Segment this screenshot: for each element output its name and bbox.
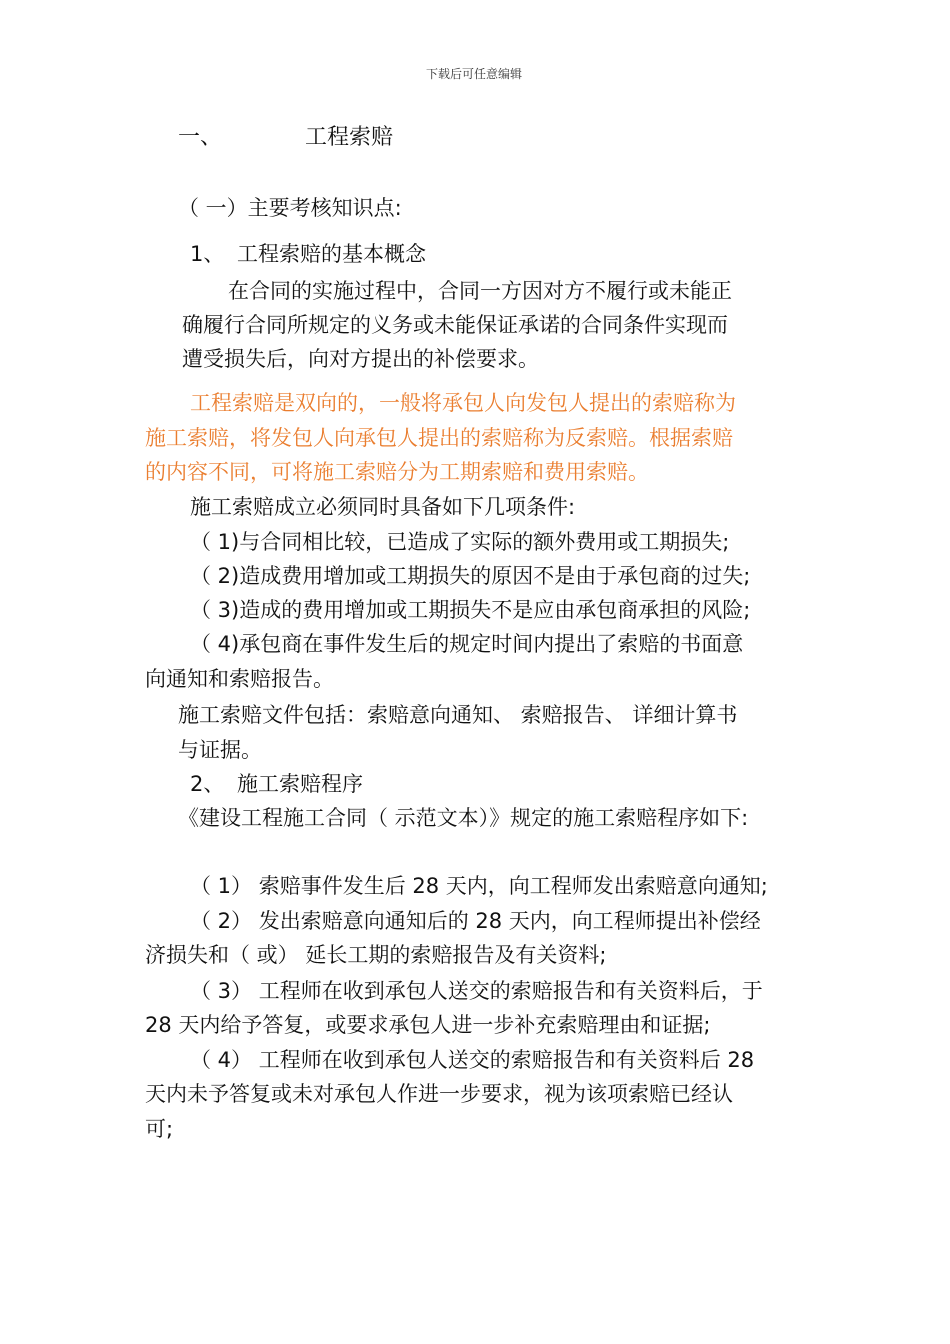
condition-line-1: （ 1)与合同相比较，已造成了实际的额外费用或工期损失; xyxy=(190,530,730,554)
procedure-line-4: （ 3） 工程师在收到承包人送交的索赔报告和有关资料后，于 xyxy=(190,979,763,1003)
point1-heading: 工程索赔的基本概念 xyxy=(237,242,426,266)
procedure-line-1: （ 1） 索赔事件发生后 28 天内，向工程师发出索赔意向通知; xyxy=(190,874,768,898)
subsection-title: （ 一）主要考核知识点: xyxy=(178,196,402,220)
point1-line-3: 遭受损失后，向对方提出的补偿要求。 xyxy=(182,347,539,371)
section-number: 一、 xyxy=(178,125,223,150)
point1-line-2: 确履行合同所规定的义务或未能保证承诺的合同条件实现而 xyxy=(182,313,728,337)
section-title: 工程索赔 xyxy=(305,125,394,150)
procedure-line-5: 28 天内给予答复，或要求承包人进一步补充索赔理由和证据; xyxy=(145,1013,711,1037)
condition-line-4: （ 4)承包商在事件发生后的规定时间内提出了索赔的书面意 xyxy=(190,632,744,656)
procedure-line-2: （ 2） 发出索赔意向通知后的 28 天内，向工程师提出补偿经 xyxy=(190,909,761,933)
highlight-line-2: 施工索赔，将发包人向承包人提出的索赔称为反索赔。根据索赔 xyxy=(145,426,733,450)
procedure-line-7: 天内未予答复或未对承包人作进一步要求，视为该项索赔已经认 xyxy=(145,1082,733,1106)
documents-line-2: 与证据。 xyxy=(178,738,262,762)
highlight-line-3: 的内容不同，可将施工索赔分为工期索赔和费用索赔。 xyxy=(145,460,649,484)
point1-line-1: 在合同的实施过程中，合同一方因对方不履行或未能正 xyxy=(228,279,732,303)
point2-heading: 施工索赔程序 xyxy=(237,772,363,796)
point2-intro: 《建设工程施工合同（ 示范文本）》规定的施工索赔程序如下: xyxy=(178,806,749,830)
point1-number: 1、 xyxy=(190,242,225,266)
condition-line-2: （ 2)造成费用增加或工期损失的原因不是由于承包商的过失; xyxy=(190,564,751,588)
point2-number: 2、 xyxy=(190,772,225,796)
page-header: 下载后可任意编辑 xyxy=(426,67,523,81)
procedure-line-8: 可; xyxy=(145,1117,174,1141)
condition-line-5: 向通知和索赔报告。 xyxy=(145,667,334,691)
procedure-line-3: 济损失和（ 或） 延长工期的索赔报告及有关资料; xyxy=(145,943,607,967)
procedure-line-6: （ 4） 工程师在收到承包人送交的索赔报告和有关资料后 28 xyxy=(190,1048,755,1072)
condition-line-3: （ 3)造成的费用增加或工期损失不是应由承包商承担的风险; xyxy=(190,598,751,622)
conditions-intro: 施工索赔成立必须同时具备如下几项条件: xyxy=(190,495,576,519)
documents-line-1: 施工索赔文件包括：索赔意向通知、 索赔报告、 详细计算书 xyxy=(178,703,738,727)
highlight-line-1: 工程索赔是双向的，一般将承包人向发包人提出的索赔称为 xyxy=(190,391,736,415)
